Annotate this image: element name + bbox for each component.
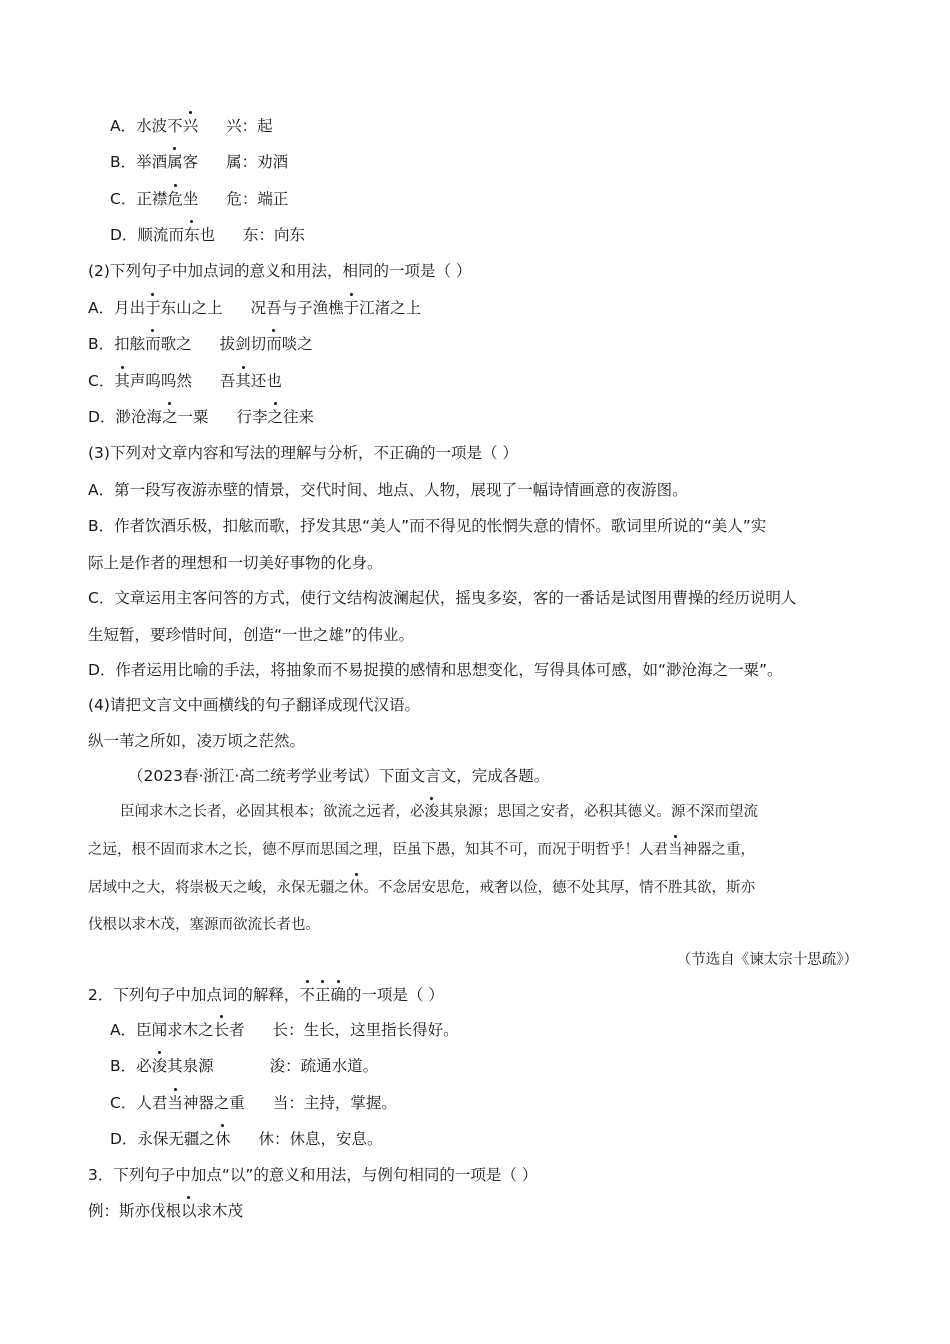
q2b-stem: 2．下列句子中加点词的解释，不正确的一项是（ ） (88, 986, 444, 1004)
passage-source: （节选自《谏太宗十思疏》） (676, 952, 858, 968)
q3b-example: 例：斯亦伐根以求木茂 (88, 1202, 244, 1220)
passage-intro: （2023春·浙江·高二统考学业考试）下面文言文，完成各题。 (128, 767, 550, 785)
q2b-option-d: D．永保无疆之休 休：休息，安息。 (110, 1130, 383, 1148)
q4-sentence: 纵一苇之所如，凌万顷之茫然。 (88, 732, 306, 750)
q3-option-b-line1: B．作者饮酒乐极，扣舷而歌，抒发其思“美人”而不得见的怅惘失意的情怀。歌词里所说的“美人”实 (88, 517, 767, 535)
q2b-option-b: B．必浚其泉源 浚：疏通水道。 (110, 1057, 379, 1075)
q3-option-a: A．第一段写夜游赤壁的情景，交代时间、地点、人物，展现了一幅诗情画意的夜游图。 (88, 481, 688, 499)
q3-option-c-line1: C．文章运用主客问答的方式，使行文结构波澜起伏，摇曳多姿，客的一番话是试图用曹操的经历说明人 (88, 589, 797, 607)
q3b-stem: 3．下列句子中加点“以”的意义和用法，与例句相同的一项是（ ） (88, 1166, 538, 1184)
q1-option-d: D．顺流而东也 东：向东 (110, 226, 305, 244)
q2b-option-c: C．人君当神器之重 当：主持，掌握。 (110, 1094, 397, 1112)
q2-stem: (2)下列句子中加点词的意义和用法，相同的一项是（ ） (88, 262, 472, 280)
q2-option-c: C．其声呜呜然 吾其还也 (88, 372, 282, 390)
q2b-option-a: A．臣闻求木之长者 长：生长，这里指长得好。 (110, 1021, 459, 1039)
q1-option-b: B．举酒属客 属：劝酒 (110, 153, 289, 171)
passage-line-1: 臣闻求木之长者，必固其根本；欲流之远者，必浚其泉源；思国之安者，必积其德义。源不深而望流 (120, 804, 758, 820)
q3-option-d: D．作者运用比喻的手法，将抽象而不易捉摸的感情和思想变化，写得具体可感，如“渺沧海之一粟”。 (88, 661, 783, 679)
q4-stem: (4)请把文言文中画横线的句子翻译成现代汉语。 (88, 696, 420, 714)
q3-option-b-line2: 际上是作者的理想和一切美好事物的化身。 (88, 554, 383, 572)
q2-option-a: A．月出于东山之上 况吾与子渔樵于江渚之上 (88, 299, 422, 317)
q1-option-a: A．水波不兴 兴：起 (110, 117, 273, 135)
q2-option-d: D．渺沧海之一粟 行李之往来 (88, 408, 315, 426)
passage-line-3: 居域中之大，将崇极天之峻，永保无疆之休。不念居安思危，戒奢以俭，德不处其厚，情不胜其欲，斯亦 (88, 880, 755, 896)
q3-stem: (3)下列对文章内容和写法的理解与分析，不正确的一项是（ ） (88, 444, 518, 462)
q3-option-c-line2: 生短暂，要珍惜时间，创造“一世之雄”的伟业。 (88, 626, 415, 644)
q2-option-b: B．扣舷而歌之 拔剑切而啖之 (88, 335, 313, 353)
passage-line-2: 之远，根不固而求木之长，德不厚而思国之理，臣虽下愚，知其不可，而况于明哲乎！人君当神器之重， (88, 842, 755, 858)
passage-line-4: 伐根以求木茂，塞源而欲流长者也。 (88, 917, 320, 933)
q1-option-c: C．正襟危坐 危：端正 (110, 190, 289, 208)
